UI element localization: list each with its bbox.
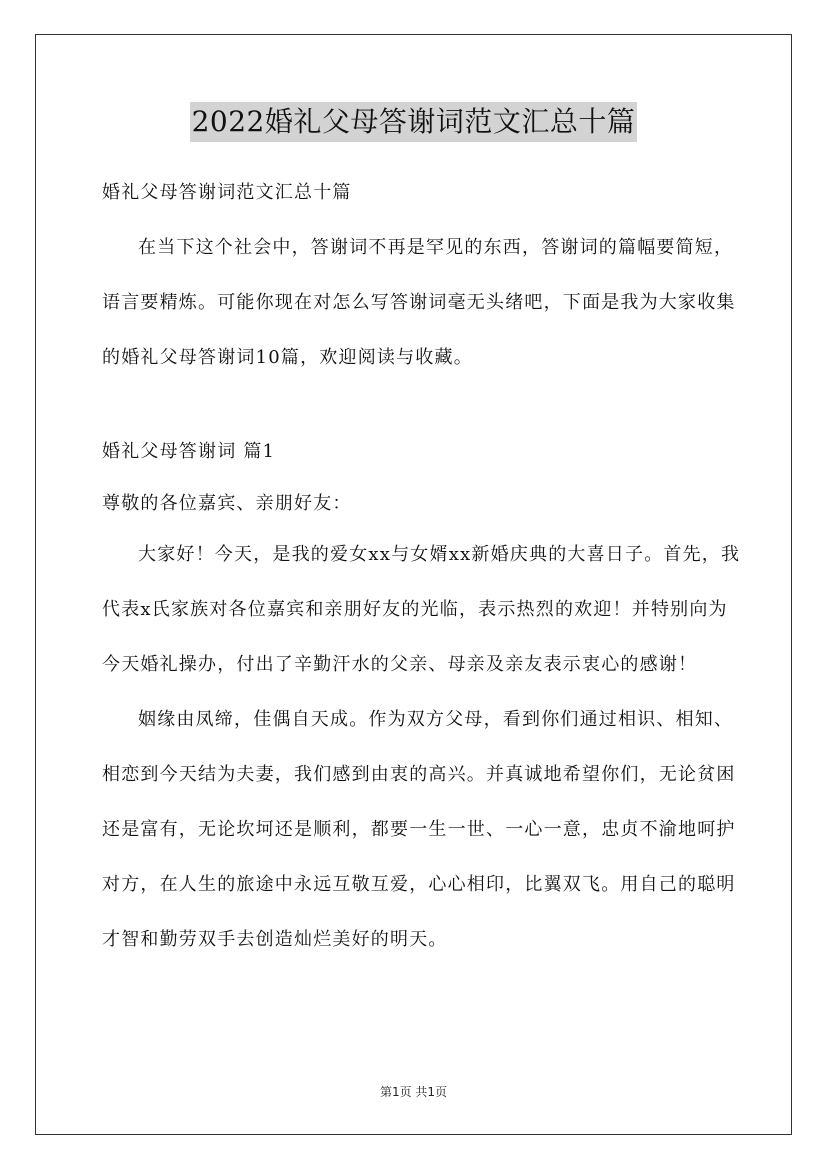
salutation: 尊敬的各位嘉宾、亲朋好友： [102, 493, 352, 514]
title-container [0, 102, 827, 142]
speech-paragraph-1: 大家好！今天，是我的爱女xx与女婿xx新婚庆典的大喜日子。首先，我代表x氏家族对各位嘉宾和亲朋好友的光临，表示热烈的欢迎！并特别向为今天婚礼操办，付出了辛勤汗水的父亲、母亲及亲友表示衷心的感谢！ [102, 544, 741, 675]
document-body [102, 170, 742, 967]
section-heading: 婚礼父母答谢词 篇1 [102, 441, 276, 462]
page-number-footer: 第1页 共1页 [379, 1085, 448, 1099]
speech-paragraph-2: 姻缘由凤缔，佳偶自天成。作为双方父母，看到你们通过相识、相知、相恋到今天结为夫妻，我们感到由衷的高兴。并真诚地希望你们，无论贫困还是富有，无论坎坷还是顺利，都要一生一世、一心一意，忠贞不渝地呵护对方，在人生的旅途中永远互敬互爱，心心相印，比翼双飞。用自己的聪明才智和勤劳双手去创造灿烂美好的明天。 [102, 709, 736, 950]
document-subtitle: 婚礼父母答谢词范文汇总十篇 [102, 182, 352, 203]
intro-paragraph: 在当下这个社会中，答谢词不再是罕见的东西，答谢词的篇幅要简短，语言要精炼。可能你现在对怎么写答谢词毫无头绪吧，下面是我为大家收集的婚礼父母答谢词10篇，欢迎阅读与收藏。 [102, 237, 736, 368]
section-gap [102, 385, 742, 429]
document-title: 2022婚礼父母答谢词范文汇总十篇 [190, 102, 638, 142]
